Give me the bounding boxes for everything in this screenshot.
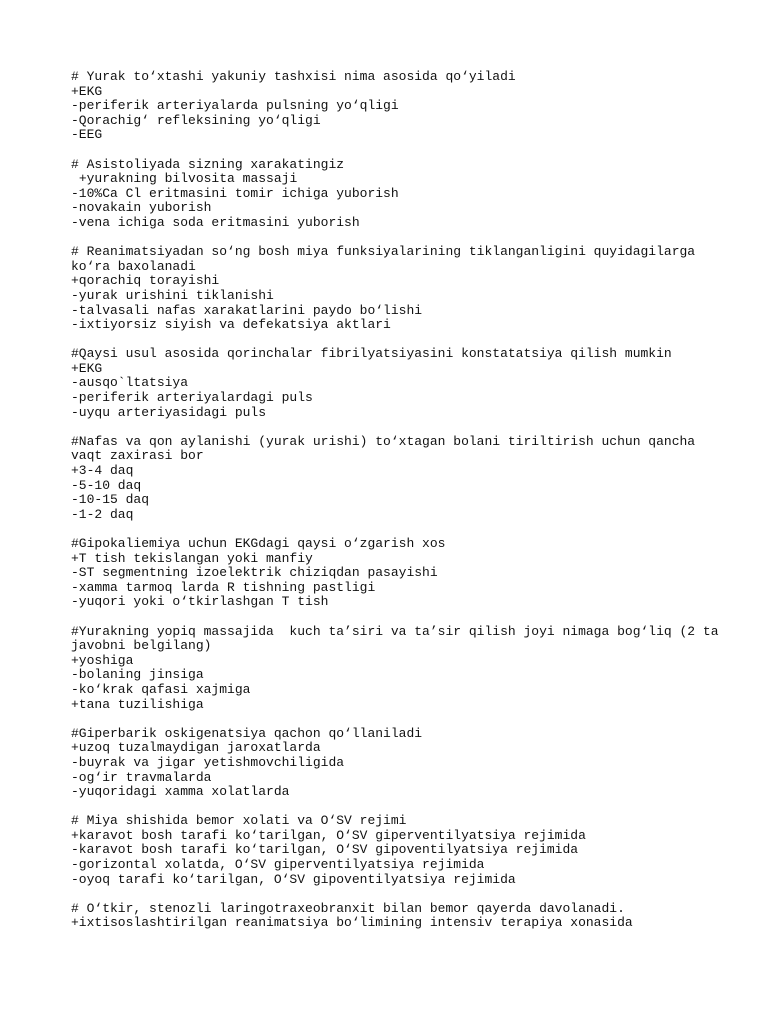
answer-option: -ko‘krak qafasi xajmiga [71, 681, 251, 697]
question-block [71, 70, 751, 143]
answer-option: -buyrak va jigar yetishmovchiligida [71, 754, 345, 770]
answer-option: +qorachiq torayishi [71, 273, 220, 289]
question-block [71, 902, 751, 931]
answer-option: -yuqori yoki o‘tkirlashgan T tish [71, 594, 329, 610]
answer-option: +tana tuzilishiga [71, 696, 204, 712]
question-text: #Qaysi usul asosida qorinchalar fibrilyatsiyasini konstatatsiya qilish mumkin [71, 346, 672, 362]
answer-option: -ixtiyorsiz siyish va defekatsiya aktlari [71, 317, 391, 333]
question-block [71, 435, 751, 523]
answer-option: -yuqoridagi xamma xolatlarda [71, 784, 290, 800]
question-text: # O‘tkir, stenozli laringotraxeobranxit bilan bemor qayerda davolanadi. [71, 900, 625, 916]
answer-option: -yurak urishini tiklanishi [71, 287, 274, 303]
answer-option: -karavot bosh tarafi ko‘tarilgan, O‘SV gipoventilyatsiya rejimida [71, 842, 579, 858]
question-block [71, 347, 751, 420]
question-text: # Asistoliyada sizning xarakatingiz [71, 156, 345, 172]
question-text: #Giperbarik oskigenatsiya qachon qo‘llaniladi [71, 725, 423, 741]
answer-option: +ixtisoslashtirilgan reanimatsiya bo‘limining intensiv terapiya xonasida [71, 915, 633, 931]
answer-option: -talvasali nafas xarakatlarini paydo bo‘lishi [71, 302, 423, 318]
document-page [71, 70, 751, 946]
question-text: # Yurak to‘xtashi yakuniy tashxisi nima asosida qo‘yiladi [71, 69, 516, 84]
question-block [71, 537, 751, 610]
answer-option: -10%Ca Cl eritmasini tomir ichiga yuborish [71, 185, 399, 201]
question-block [71, 814, 751, 887]
question-text: #Nafas va qon aylanishi (yurak urishi) to‘xtagan bolani tiriltirish uchun qancha [71, 433, 696, 449]
answer-option: -5-10 daq [71, 477, 142, 493]
answer-option: +yoshiga [71, 652, 134, 668]
answer-option: +EKG [71, 83, 103, 99]
answer-option: -vena ichiga soda eritmasini yuborish [71, 214, 360, 230]
question-text: # Reanimatsiyadan so‘ng bosh miya funksiyalarining tiklanganligini quyidagilarga [71, 244, 696, 260]
answer-option: -og‘ir travmalarda [71, 769, 212, 785]
answer-option: javobni belgilang) [71, 638, 212, 654]
answer-option: +T tish tekislangan yoki manfiy [71, 550, 313, 566]
answer-option: -ausqo`ltatsiya [71, 375, 189, 391]
answer-option: -EEG [71, 127, 103, 143]
answer-option: -oyoq tarafi ko‘tarilgan, O‘SV gipoventilyatsiya rejimida [71, 871, 516, 887]
question-text: #Gipokaliemiya uchun EKGdagi qaysi o‘zgarish xos [71, 536, 446, 551]
question-text: #Yurakning yopiq massajida kuch ta’siri va ta’sir qilish joyi nimaga bog‘liq (2 ta [71, 623, 719, 639]
answer-option: +yurakning bilvosita massaji [71, 171, 298, 187]
answer-option: +uzoq tuzalmaydigan jaroxatlarda [71, 740, 321, 756]
answer-option: -ST segmentning izoelektrik chiziqdan pasayishi [71, 565, 438, 581]
answer-option: -1-2 daq [71, 506, 134, 522]
answer-option: ko‘ra baxolanadi [71, 258, 196, 274]
question-block [71, 625, 751, 713]
question-block [71, 245, 751, 333]
answer-option: -gorizontal xolatda, O‘SV giperventilyatsiya rejimida [71, 857, 485, 873]
answer-option: +karavot bosh tarafi ko‘tarilgan, O‘SV giperventilyatsiya rejimida [71, 827, 586, 843]
answer-option: -uyqu arteriyasidagi puls [71, 404, 267, 420]
question-block [71, 158, 751, 231]
question-block [71, 727, 751, 800]
question-text: # Miya shishida bemor xolati va O‘SV rejimi [71, 813, 407, 829]
answer-option: -xamma tarmoq larda R tishning pastligi [71, 579, 376, 595]
answer-option: +3-4 daq [71, 463, 134, 479]
answer-option: -10-15 daq [71, 492, 150, 508]
answer-option: -periferik arteriyalardagi puls [71, 390, 313, 406]
answer-option: -novakain yuborish [71, 200, 212, 216]
answer-option: -periferik arteriyalarda pulsning yo‘qligi [71, 98, 399, 114]
answer-option: +EKG [71, 360, 103, 376]
answer-option: -Qorachig‘ refleksining yo‘qligi [71, 112, 321, 128]
answer-option: vaqt zaxirasi bor [71, 448, 204, 464]
answer-option: -bolaning jinsiga [71, 667, 204, 683]
